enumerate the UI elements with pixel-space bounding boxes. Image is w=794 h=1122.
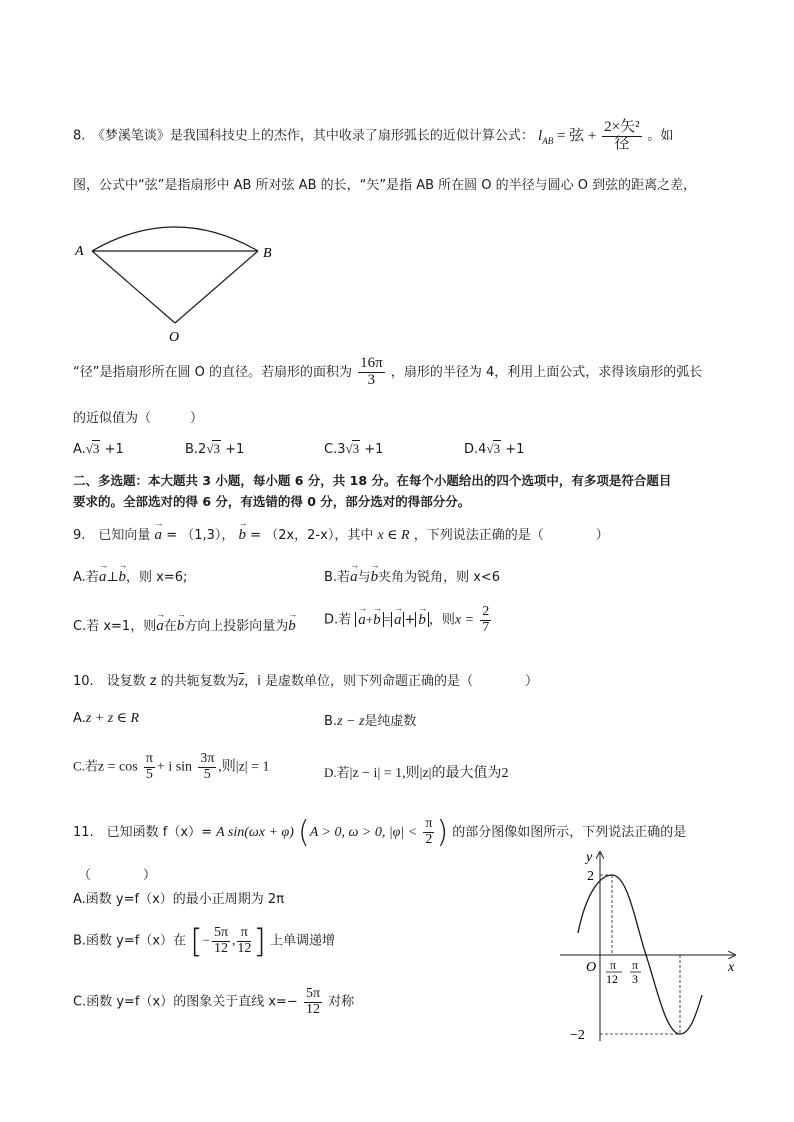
q8-text3b: ，扇形的半径为 4，利用上面公式，求得该扇形的弧长 [390,364,703,380]
frac-den: 12 [214,940,229,956]
q11c-frac [304,987,322,1017]
q11-option-b: B.函数 y=f（x）在 [− $\frac{5\pi}{12}$ , $\frac{\pi}{12}$ ] 上单调递增 [73,922,335,960]
frac-num: π [425,816,433,832]
q11-cond-frac [423,817,434,847]
q10a-expr: z + z ∈ R [85,711,140,726]
q10c-mid: + i sin [156,759,193,775]
q10c-frac1 [144,752,155,782]
frac-den: 5 [145,766,153,782]
radius-ob [175,251,258,323]
q11c-post: 对称 [328,994,355,1010]
area-num: 16π [360,355,383,371]
tick2-num: π [632,958,639,972]
q9a-post: ，则 x=6; [126,570,188,585]
formula-den: 径 [614,135,630,152]
q11b-frac1 [212,926,230,956]
y-max-label: 2 [587,869,594,884]
q8-text3a: “径”是指扇形所在圆 O 的直径。若扇形的面积为 [73,364,352,380]
y-axis-label: y [586,850,593,865]
q8-line4: 的近似值为（ ） [73,411,204,426]
q11-cond: A > 0, ω > 0, |φ| < [309,825,418,840]
q10b-post: 是纯虚数 [364,714,417,729]
frac-den: 2 [425,832,433,847]
sector-arc [92,227,258,251]
q10-option-d [324,762,508,782]
q11c-pre: C.函数 y=f（x）的图象关于直线 x=− [73,994,298,1010]
q9d-x: x = [454,612,475,628]
opt-radicand: 3 [352,441,360,456]
q11b-pre: B.函数 y=f（x）在 [73,933,187,949]
q9b-post: 夹角为锐角，则 x<6 [378,570,501,585]
frac-den: 12 [305,1001,320,1017]
q9-stem [73,524,609,544]
opt-tail: +1 [501,442,525,457]
q9c-pre: C.若 x=1，则 [73,619,157,634]
q10d-pre: D.若 [324,765,350,780]
q11-blank: （ ） [78,868,157,883]
vector-b: → b [371,569,379,586]
q9d-num: 2 [482,604,490,619]
frac-den: 5 [203,766,211,782]
opt-radicand: 3 [92,441,100,456]
q8-line1 [73,120,673,153]
q9-stem-a: 9. 已知向量 [73,528,151,543]
formula-l: l [538,127,543,144]
vector-b: → b [288,618,296,635]
z-conjugate: $\overline{z}$ [238,674,245,689]
q11-func: A sin(ωx + φ) [216,825,294,840]
formula-eq: = 弦 + [556,127,597,144]
q9-option-d: D.若 → a+→ b = → a + → b ，则x = $\frac{2}{7}$ [324,605,493,635]
y-min-label: −2 [570,1028,585,1043]
opt-radicand: 3 [493,441,501,456]
q8-option-c: C.3√3 +1 [324,441,384,457]
q10c-pre: C.若 [73,758,98,774]
q9-condition: x ∈ R [377,528,410,543]
q10c-frac2 [198,752,216,782]
arc-length-formula [538,119,647,152]
q10a-pre: A. [73,711,86,726]
q10-option-a [73,710,139,727]
opt-radicand: 3 [213,441,220,456]
q9b-pre: B.若 [324,570,351,585]
abs-b: → b [415,612,429,627]
frac-num: 5π [305,986,321,1001]
q10d-expr: |z − i| = 1,则|z|的最大值为2 [349,766,509,781]
frac-num: π [145,751,153,766]
formula-sub: AB [542,135,554,146]
sine-graph [556,845,746,1045]
sector-figure [70,215,290,345]
vector-a: → a [99,569,107,586]
frac-den: 12 [237,940,252,956]
vector-a: → a [156,618,164,635]
q9-option-b [324,566,500,586]
q9-stem-d: ，下列说法正确的是（ ） [413,528,609,543]
vector-a: → a [350,569,358,586]
opt-tail: +1 [360,442,384,457]
opt-tail: +1 [220,442,245,457]
q8-option-d: D.4√3 +1 [464,441,525,457]
q9d-then: ，则 [428,612,455,628]
q10-option-b [324,710,416,730]
vector-b: → b [119,569,127,586]
q11b-frac2 [237,926,251,956]
q9-stem-c: = （2x，2-x），其中 [250,528,374,543]
q8-text-end: 。如 [647,128,674,144]
frac-num: π [237,926,251,942]
vector-a: → a [155,527,163,544]
area-frac [358,356,385,389]
q9c-mid: 在 [163,619,177,634]
origin-label: O [586,960,597,975]
q9-option-a [73,566,187,586]
q9-option-c [73,615,296,635]
abs-a-plus-b: → a+→ b [355,612,383,627]
q10b-pre: B. [324,714,338,729]
section2-line1: 二、多选题：本大题共 3 小题，每小题 6 分，共 18 分。在每个小题给出的四个选项中，有多项是符合题目 [73,473,672,488]
q11b-post: 上单调递增 [269,933,335,949]
opt-tail: +1 [100,442,124,457]
q10-stem-b: ，i 是虚数单位，则下列命题正确的是（ ） [244,674,538,689]
abs-a: → a [391,612,405,627]
section2-line2: 要求的。全部选对的得 6 分，有选错的得 0 分，部分选对的得部分分。 [73,494,471,509]
q9d-frac [480,605,491,635]
q9a-pre: A.若 [73,570,99,585]
perp-symbol: ⊥ [106,569,119,584]
q10b-expr: z − z [337,714,365,729]
q9b-mid: 与 [357,570,371,585]
vector-b: → b [177,618,185,635]
formula-num: 2×矢² [604,119,640,135]
tick1-num: π [610,958,617,972]
q9c-mid2: 方向上投影向量为 [184,619,289,634]
q10c-post: ,则|z| = 1 [218,759,270,775]
q9d-pre: D.若 [324,612,352,628]
formula-frac [602,120,641,153]
q10-stem-a: 10. 设复数 z 的共轭复数为 [73,674,239,689]
opt-prefix: D.4 [464,442,487,457]
radius-oa [92,251,175,323]
tick2-den: 3 [632,972,638,986]
tick1-den: 12 [606,972,618,986]
opt-prefix: B.2 [185,442,207,457]
q10c-z: z = cos [97,759,138,775]
area-den: 3 [367,371,376,388]
q8-text: 8. 《梦溪笔谈》是我国科技史上的杰作，其中收录了扇形弧长的近似计算公式： [73,128,534,144]
label-a: A [75,244,84,259]
label-o: O [169,330,180,345]
q8-line2: 图，公式中“弦”是指扇形中 AB 所对弦 AB 的长，“矢”是指 AB 所在圆 O 的半径与圆心 O 到弦的距离之差， [73,178,697,193]
q11-stem-b: 的部分图像如图所示，下列说法正确的是 [452,825,687,840]
q11-stem-a: 11. 已知函数 f（x）= [73,825,212,840]
vector-b: → b [239,527,247,544]
q8-option-a: A.√3 +1 [73,441,124,457]
label-b: B [263,246,272,261]
q9d-den: 7 [482,619,490,635]
q8-line3 [73,356,702,389]
q10-option-c [73,752,269,782]
q11-stem: 11. 已知函数 f（x）= A sin(ωx + φ) (A > 0, ω > 0, |φ| < $\frac{\pi}{2}$ ) 的部分图像如图所示，下列说法正确的是 [73,815,687,850]
opt-prefix: C.3 [324,442,346,457]
q8-option-b: B.2√3 +1 [185,441,245,457]
x-axis-label: x [728,960,735,975]
frac-num: 5π [214,924,229,940]
opt-prefix: A. [73,442,86,457]
q11-option-a: A.函数 y=f（x）的最小正周期为 2π [73,892,285,907]
q9-stem-b: = （1,3）， [166,528,235,543]
q11-option-c [73,987,354,1017]
q10-stem [73,670,538,690]
frac-num: 3π [200,751,215,766]
eq-sign: = [383,611,391,627]
